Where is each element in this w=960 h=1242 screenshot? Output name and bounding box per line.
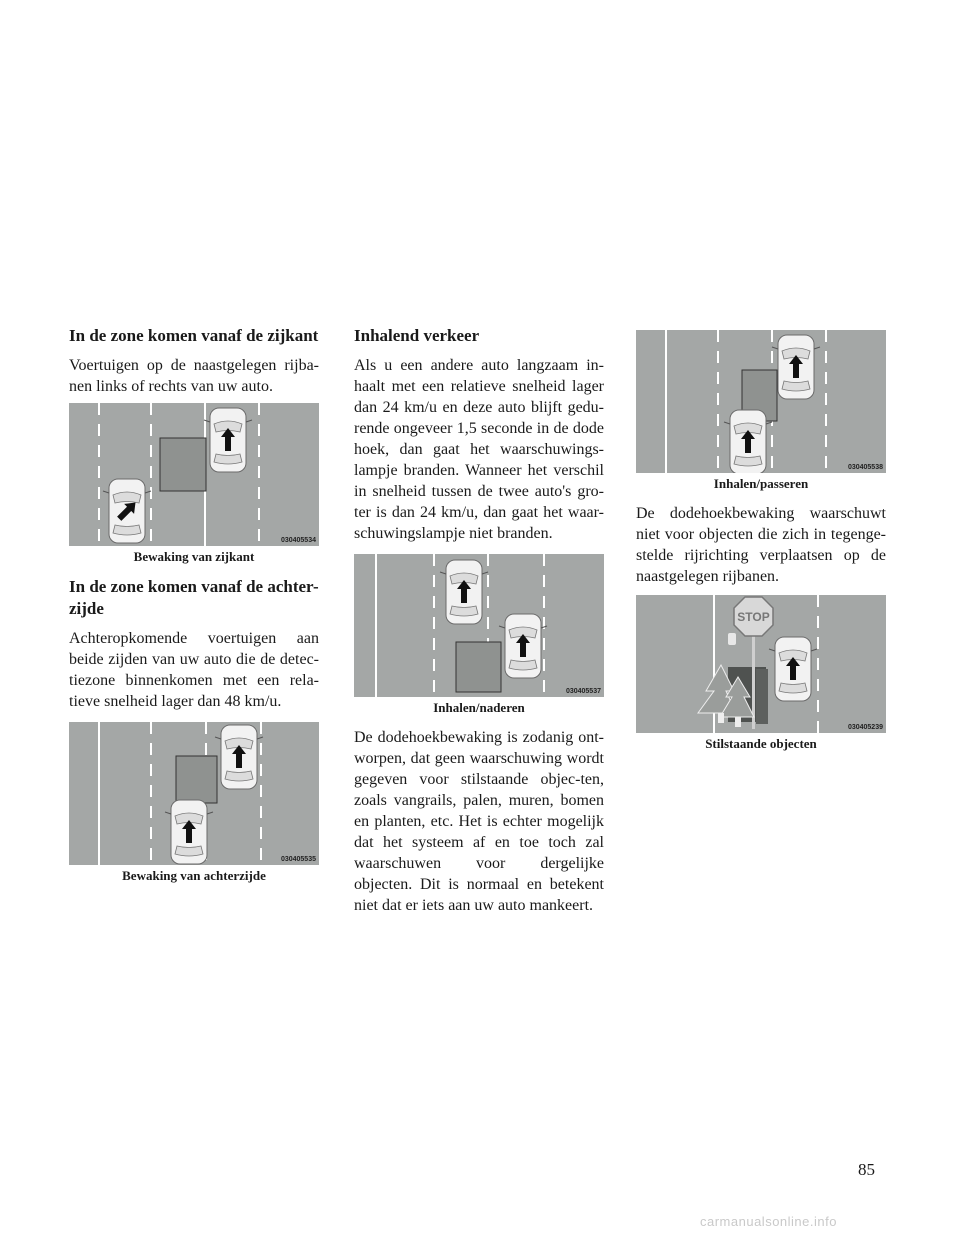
figure-side-monitoring: [69, 403, 319, 546]
figure-code: 030405537: [565, 688, 601, 695]
figure-code: 030405538: [847, 464, 883, 471]
overtaking-approach-illustration: [354, 554, 604, 697]
heading-passing-traffic: Inhalend verkeer: [354, 326, 480, 345]
para-stationary-objects: De dodehoekbewaking is zodanig ont-worpen, dat geen waarschuwing wordt gegeven voor stilstaande objec-ten, zoals vangrails, palen, muren, bomen en planten, etc. Het is echter mogelijk dat het systeem af en toe toch zal waarschuwen voor dergelijke objecten. Dit is normaal en betekent niet dat er iets aan uw auto mankeert.: [354, 729, 604, 914]
column-2: [354, 325, 604, 922]
stationary-objects-illustration: [636, 595, 886, 733]
column-1: [69, 325, 319, 895]
side-monitoring-illustration: [69, 403, 319, 546]
rear-monitoring-illustration: [69, 722, 319, 865]
figure-code: 030405239: [847, 724, 883, 731]
figure-code: 030405535: [280, 856, 316, 863]
caption-side-monitoring: Bewaking van zijkant: [133, 549, 255, 564]
figure-code: 030405534: [280, 537, 316, 544]
stop-sign-text: STOP: [737, 610, 770, 624]
para-side-zone: Voertuigen op de naastgelegen rijba-nen links of rechts van uw auto.: [69, 357, 319, 395]
heading-rear-zone: In de zone komen vanaf de achter-zijde: [69, 577, 319, 618]
para-opposite-direction: De dodehoekbewaking waarschuwt niet voor objecten die zich in tegenge-stelde rijrichting verplaatsen op de naastgelegen rijbanen.: [636, 505, 886, 585]
figure-rear-monitoring: [69, 722, 319, 865]
figure-stationary-objects: [636, 595, 886, 733]
column-3: [636, 325, 886, 763]
caption-stationary-objects: Stilstaande objecten: [705, 736, 817, 751]
page-number: 85: [858, 1160, 875, 1179]
para-passing-traffic: Als u een andere auto langzaam in-haalt met een relatieve snelheid lager dan 24 km/u en deze auto blijft gedu-rende ongeveer 1,5 seconde in de dode hoek, dan gaat het waarschuwings-lampje branden. Wanneer het verschil in snelheid tussen de twee auto's gro-ter is dan 24 km/u, dan gaat het waar-schuwingslampje niet branden.: [354, 357, 604, 542]
caption-overtaking-passing: Inhalen/passeren: [713, 476, 809, 491]
heading-side-zone: In de zone komen vanaf de zijkant: [69, 326, 319, 345]
para-rear-zone: Achteropkomende voertuigen aan beide zijden van uw auto die de detec-tiezone binnenkomen met een rela-tieve snelheid lager dan 48 km/u.: [69, 630, 319, 710]
figure-overtaking-approach: [354, 554, 604, 697]
watermark: carmanualsonline.info: [700, 1214, 837, 1229]
caption-rear-monitoring: Bewaking van achterzijde: [122, 868, 266, 883]
figure-overtaking-passing: [636, 330, 886, 473]
overtaking-passing-illustration: [636, 330, 886, 473]
caption-overtaking-approach: Inhalen/naderen: [433, 700, 525, 715]
